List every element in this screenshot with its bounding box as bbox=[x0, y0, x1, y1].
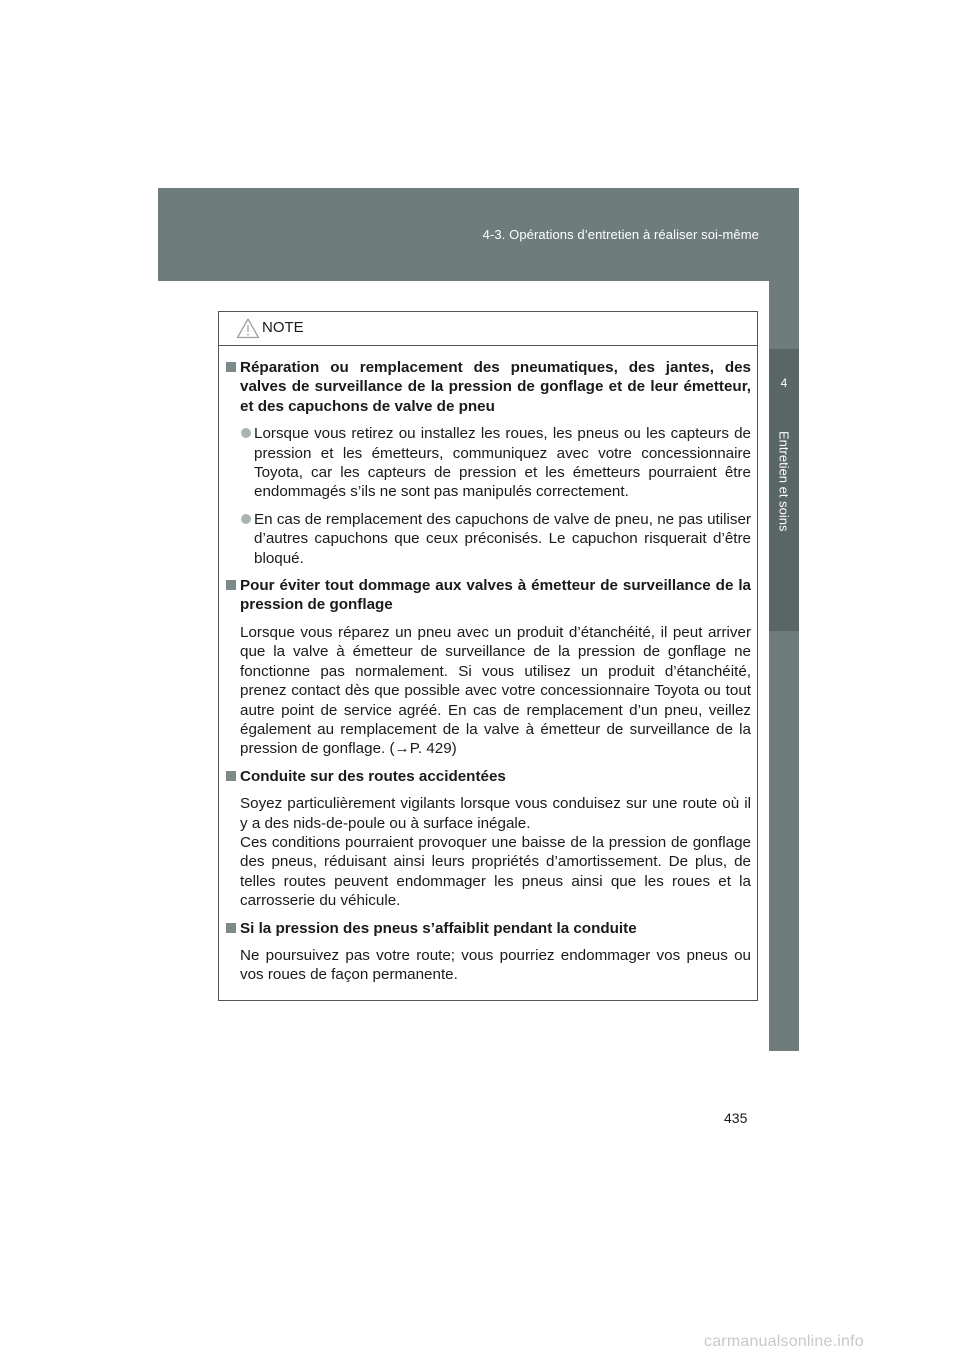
note-section bbox=[226, 576, 751, 759]
note-content bbox=[219, 346, 757, 985]
note-section bbox=[226, 358, 751, 568]
square-bullet-icon bbox=[226, 771, 236, 781]
section-heading: Pour éviter tout dommage aux valves à émetteur de surveillance de la pression de gonflage bbox=[240, 577, 751, 614]
note-box bbox=[218, 311, 758, 1001]
section-title: 4-3. Opérations d’entretien à réaliser soi-même bbox=[482, 227, 759, 242]
page-number: 435 bbox=[724, 1110, 748, 1126]
circle-bullet-icon bbox=[241, 514, 251, 524]
square-bullet-icon bbox=[226, 923, 236, 933]
square-bullet-icon bbox=[226, 580, 236, 590]
watermark: carmanualsonline.info bbox=[704, 1333, 864, 1350]
warning-triangle-icon bbox=[236, 317, 260, 339]
list-item-text: Lorsque vous retirez ou installez les roues, les pneus ou les capteurs de pression et les émetteurs, communiquez avec votre concessionnaire Toyota, car les capteurs de pression et les émetteurs pourraient être endommagés s’ils ne sont pas manipulés correctement. bbox=[254, 425, 751, 501]
section-heading: Réparation ou remplacement des pneumatiques, des jantes, des valves de surveillance de la pression de gonflage et de leur émetteur, et des capuchons de valve de pneu bbox=[240, 359, 751, 415]
page-header bbox=[158, 188, 799, 281]
list-item-text: En cas de remplacement des capuchons de valve de pneu, ne pas utiliser d’autres capuchons que ceux préconisés. Le capuchon risquerait d’être bloqué. bbox=[254, 510, 751, 567]
note-label: NOTE bbox=[262, 319, 304, 336]
square-bullet-icon bbox=[226, 362, 236, 372]
section-paragraph bbox=[240, 794, 751, 910]
note-header bbox=[219, 312, 757, 346]
section-heading: Si la pression des pneus s’affaiblit pendant la conduite bbox=[240, 919, 637, 937]
note-section bbox=[226, 919, 751, 985]
chapter-number: 4 bbox=[780, 376, 788, 390]
list-item bbox=[240, 424, 751, 502]
paragraph-line: Ces conditions pourraient provoquer une baisse de la pression de gonflage des pneus, réduisant ainsi leurs propriétés d’amortissement. De plus, de telles routes peuvent endommager les pneus ainsi que les roues et la carrosserie du véhicule. bbox=[240, 833, 751, 910]
section-paragraph: Ne poursuivez pas votre route; vous pourriez endommager vos pneus ou vos roues de façon permanente. bbox=[240, 946, 751, 984]
paragraph-line: Soyez particulièrement vigilants lorsque vous conduisez sur une route où il y a des nids-de-poule ou à surface inégale. bbox=[240, 795, 751, 832]
note-section bbox=[226, 767, 751, 911]
list-item bbox=[240, 510, 751, 568]
chapter-side-tab bbox=[769, 281, 799, 1051]
section-paragraph: Lorsque vous réparez un pneu avec un produit d’étanchéité, il peut arriver que la valve à émetteur de surveillance de la pression de gonflage ne fonctionne pas normalement. Si vous utilisez un produit d’étanchéité, prenez contact dès que possible avec votre concessionnaire Toyota ou tout autre point de service agréé. En cas de remplacement d’un pneu, veillez également au remplacement de la valve à émetteur de surveillance de la pression de gonflage. (→P. 429) bbox=[240, 623, 751, 758]
chapter-label: Entretien et soins bbox=[776, 431, 792, 532]
circle-bullet-icon bbox=[241, 428, 251, 438]
section-heading: Conduite sur des routes accidentées bbox=[240, 767, 506, 785]
